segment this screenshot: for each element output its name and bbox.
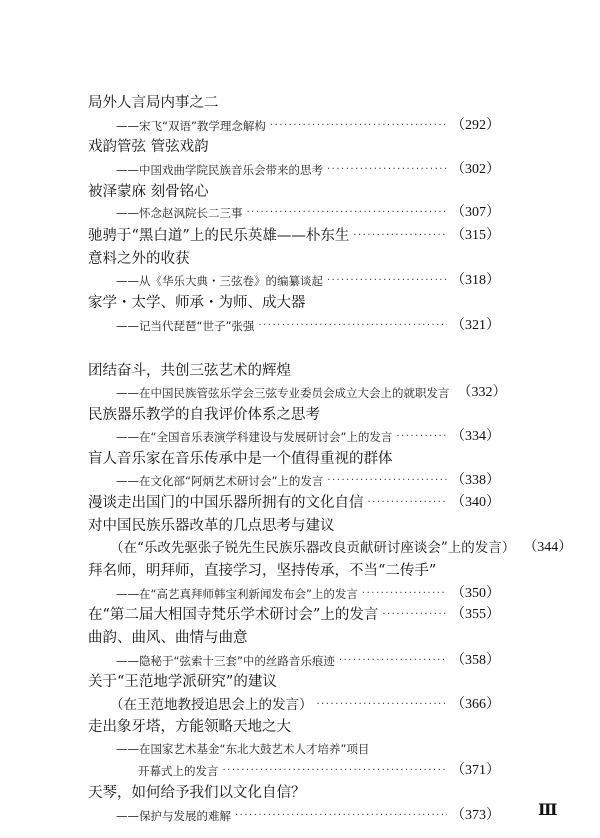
page-number: （358） — [451, 652, 500, 668]
toc-entry-subtitle-row — [116, 382, 507, 404]
leader-dots — [339, 650, 447, 672]
toc-entry-subtitle: （在王范地教授追思会上的发言） — [110, 696, 313, 713]
page-number: （334） — [451, 428, 500, 444]
leader-dots — [327, 159, 447, 181]
page-number: （307） — [451, 205, 500, 221]
page-number: （355） — [451, 607, 500, 623]
page-number: （338） — [451, 473, 500, 489]
toc-entry-subtitle-row — [138, 760, 500, 782]
toc-entry-subtitle-row — [116, 805, 500, 827]
page-number: （332） — [457, 384, 507, 400]
page-number: （302） — [451, 161, 500, 177]
toc-entry-title: 驰骋于“黑白道”上的民乐英雄——朴东生 — [88, 227, 350, 244]
leader-dots — [223, 760, 448, 782]
toc-entry-title: 天琴，如何给予我们以文化自信？ — [88, 785, 306, 802]
toc-entry-subtitle: ——在“全国音乐表演学科建设与发展研讨会”上的发言 — [116, 429, 393, 444]
toc-entry-row — [88, 492, 500, 514]
toc-entry-title: 被泽蒙庥 刻骨铭心 — [88, 183, 209, 200]
leader-dots — [362, 583, 447, 605]
toc-entry-title: 曲韵、曲风、曲情与曲意 — [88, 629, 248, 646]
leader-dots — [247, 202, 448, 224]
toc-entry-subtitle: ——记当代琵琶“世子”张强 — [116, 318, 255, 333]
toc-entry-subtitle-row — [116, 270, 500, 292]
toc-entry-subtitle: ——在中国民族管弦乐学会三弦专业委员会成立大会上的就职发言 — [116, 385, 450, 400]
toc-entry-subtitle: ——隐秘于“弦索十三套”中的丝路音乐痕迹 — [116, 653, 335, 668]
toc-entry-subtitle: ——在国家艺术基金“东北大鼓艺术人才培养”项目 — [116, 742, 370, 757]
toc-entry-title: 意料之外的收获 — [88, 250, 190, 267]
toc-entry-subtitle: ——在文化部“阿炳艺术研讨会”上的发言 — [116, 474, 324, 489]
leader-dots — [317, 694, 448, 716]
toc-entry-title: 盲人音乐家在音乐传承中是一个值得重视的群体 — [88, 450, 393, 467]
toc-entry-subtitle: ——中国戏曲学院民族音乐会带来的思考 — [116, 162, 323, 177]
page-number: （292） — [451, 117, 500, 133]
leader-dots — [353, 225, 447, 247]
leader-dots — [396, 426, 447, 448]
toc-entry-title: 漫谈走出国门的中国乐器所拥有的文化自信 — [88, 494, 364, 511]
toc-entry-title: 拜名师，明拜师，直接学习，坚持传承，不当“二传手” — [88, 562, 437, 579]
leader-dots — [235, 805, 447, 827]
toc-entry-subtitle-row — [116, 159, 500, 181]
toc-entry-row — [88, 604, 500, 626]
page-number: （373） — [451, 808, 500, 824]
leader-dots — [258, 315, 447, 337]
toc-entry-subtitle-continued: 开幕式上的发言 — [138, 763, 219, 778]
toc-entry-title: 走出象牙塔，方能领略天地之大 — [88, 718, 291, 735]
page-number: （340） — [451, 494, 500, 510]
toc-entry-subtitle: （在“乐改先驱张子锐先生民族乐器改良贡献研讨座谈会”上的发言） — [110, 540, 516, 557]
toc-entry-row — [88, 225, 500, 247]
toc-entry-subtitle: ——怀念赵沨院长二三事 — [116, 206, 243, 221]
toc-entry-subtitle-row — [116, 315, 500, 337]
toc-entry-title: 团结奋斗，共创三弦艺术的辉煌 — [88, 362, 291, 379]
leader-dots — [368, 492, 448, 514]
leader-dots — [270, 115, 447, 137]
page-number: （315） — [451, 227, 500, 243]
toc-entry-title: 局外人言局内事之二 — [88, 95, 219, 111]
page-number: （350） — [451, 585, 500, 601]
toc-entry-title: 关于“王范地学派研究”的建议 — [88, 674, 277, 691]
page-number: （371） — [451, 762, 500, 778]
toc-entry-subtitle: ——从《华乐大典・三弦卷》的编纂谈起 — [116, 274, 323, 289]
toc-entry-subtitle-row — [116, 426, 500, 448]
leader-dots — [327, 470, 447, 492]
page-number: （321） — [451, 317, 500, 333]
toc-entry-subtitle-row — [116, 583, 500, 605]
page-number: （318） — [451, 273, 500, 289]
toc-entry-subtitle: ——宋飞“双语”教学理念解构 — [116, 118, 266, 133]
folio-page-number: Ⅲ — [538, 802, 557, 819]
toc-entry-title: 在“第二届大相国寺梵乐学术研讨会”上的发言 — [88, 607, 379, 624]
toc-entry-title: 戏韵管弦 管弦戏韵 — [88, 139, 209, 156]
toc-entry-subtitle-row — [110, 537, 573, 559]
toc-entry-subtitle: ——在“高艺真拜师韩宝利新闻发布会”上的发言 — [116, 586, 358, 601]
toc-entry-subtitle-row — [116, 650, 500, 672]
page-number: （366） — [451, 696, 500, 712]
toc-entry-subtitle-row — [110, 694, 500, 716]
toc-entry-title: 民族器乐教学的自我评价体系之思考 — [88, 407, 320, 424]
toc-entry-title: 家学・太学、师承・为师、成大器 — [88, 294, 306, 311]
toc-entry-subtitle-row — [116, 202, 500, 224]
toc-entry-subtitle-row — [116, 470, 500, 492]
leader-dots — [327, 270, 447, 292]
leader-dots — [382, 604, 447, 626]
toc-entry-title: 对中国民族乐器改革的几点思考与建议 — [88, 517, 335, 534]
toc-entry-subtitle-row — [116, 115, 500, 137]
toc-entry-subtitle: ——保护与发展的难解 — [116, 809, 231, 824]
page-number: （344） — [523, 540, 573, 556]
